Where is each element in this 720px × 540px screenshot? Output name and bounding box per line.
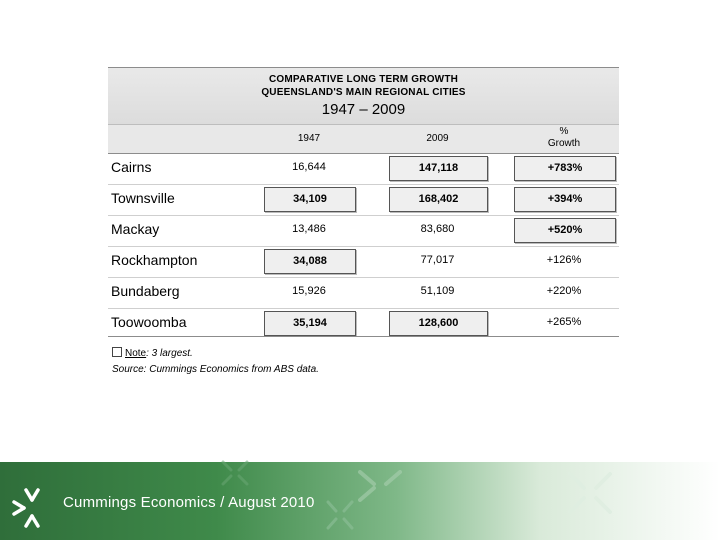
table-title-line-2: QUEENSLAND'S MAIN REGIONAL CITIES [261, 87, 466, 98]
column-header-1947: 1947 [297, 133, 321, 144]
table-title-band [108, 67, 619, 125]
growth-value: +783% [514, 156, 616, 181]
value-2009: 83,680 [420, 223, 455, 235]
company-logo-icon [10, 486, 54, 530]
table-note [112, 346, 319, 378]
footer-band [0, 462, 720, 540]
note-label: Note [125, 348, 147, 359]
table-years-range: 1947 – 2009 [321, 101, 406, 118]
growth-value: +520% [514, 218, 616, 243]
column-header-row [108, 124, 619, 154]
table-bottom-rule [108, 336, 619, 337]
decorative-star-icon [215, 458, 255, 488]
column-header-growth-symbol: % [559, 126, 569, 137]
growth-value: +126% [546, 254, 582, 266]
city-name: Townsville [111, 190, 175, 206]
table-row [108, 246, 619, 278]
table-row [108, 308, 619, 339]
decorative-star-icon [560, 468, 620, 518]
value-1947: 15,926 [292, 285, 326, 297]
footer-text: Cummings Economics / August 2010 [63, 494, 315, 511]
city-name: Mackay [111, 221, 160, 237]
value-1947: 34,088 [264, 249, 356, 274]
growth-value: +265% [546, 316, 582, 328]
city-name: Toowoomba [111, 314, 187, 330]
growth-value: +394% [514, 187, 616, 212]
decorative-star-icon [350, 466, 410, 506]
table-row [108, 215, 619, 247]
column-header-growth [514, 126, 614, 150]
checkbox-bullet-icon [112, 347, 122, 357]
city-name: Cairns [111, 159, 152, 175]
value-2009: 77,017 [420, 254, 455, 266]
value-2009: 51,109 [420, 285, 455, 297]
city-name: Bundaberg [111, 283, 180, 299]
table-row [108, 277, 619, 309]
value-1947: 35,194 [264, 311, 356, 336]
value-2009: 147,118 [389, 156, 488, 181]
column-header-2009: 2009 [426, 133, 449, 144]
value-1947: 34,109 [264, 187, 356, 212]
table-title-line-1: COMPARATIVE LONG TERM GROWTH [268, 74, 459, 85]
table-row [108, 184, 619, 216]
source-text: Source: Cummings Economics from ABS data. [112, 364, 319, 375]
value-2009: 168,402 [389, 187, 488, 212]
value-1947: 16,644 [292, 161, 326, 173]
value-1947: 13,486 [292, 223, 326, 235]
value-2009: 128,600 [389, 311, 488, 336]
city-name: Rockhampton [111, 252, 198, 268]
note-text: : 3 largest. [146, 348, 193, 359]
table-row [108, 153, 619, 185]
growth-value: +220% [546, 285, 582, 297]
column-header-growth-label: Growth [547, 138, 581, 149]
